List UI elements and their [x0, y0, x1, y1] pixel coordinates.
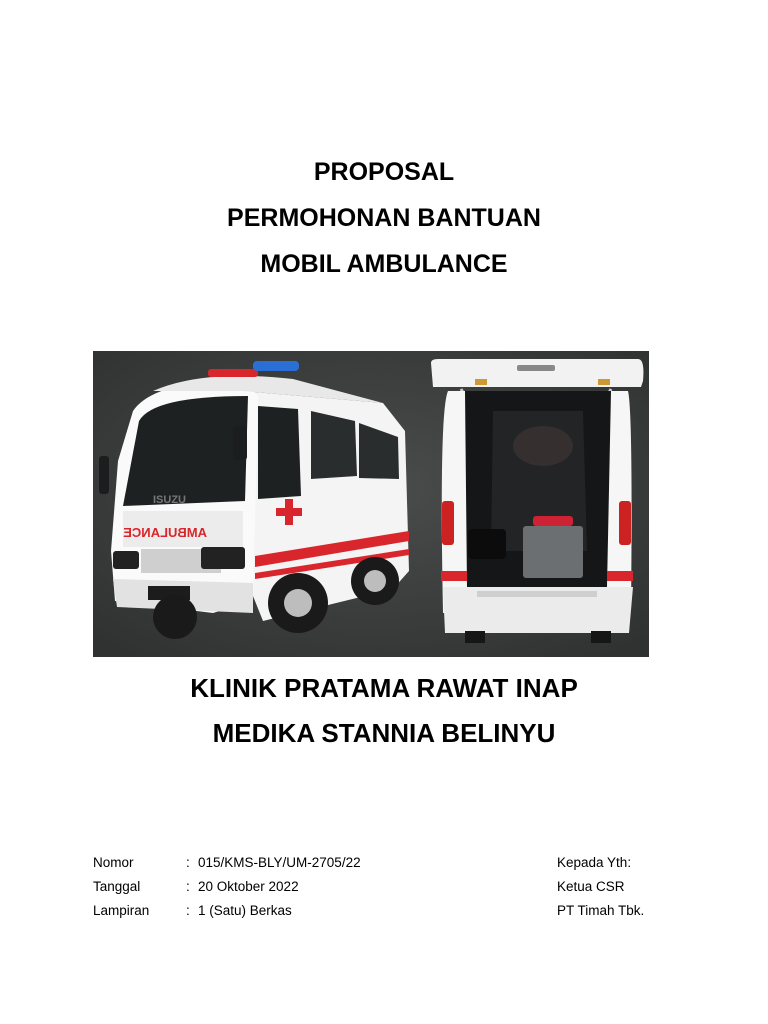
- detail-colon: :: [186, 903, 190, 918]
- ambulance-rear-view: [431, 359, 643, 643]
- detail-label: Lampiran: [93, 903, 150, 918]
- detail-row-lampiran: [93, 899, 361, 923]
- recipient-line-3: PT Timah Tbk.: [557, 903, 645, 918]
- ambulance-front-view: [99, 361, 409, 639]
- title-line-1: PROPOSAL: [313, 158, 455, 186]
- letter-details: [93, 851, 361, 923]
- vehicle-brand-text: ISUZU: [153, 494, 186, 506]
- title-line-3: MOBIL AMBULANCE: [260, 250, 508, 278]
- ambulance-illustration: [93, 351, 649, 657]
- detail-row-tanggal: [93, 875, 361, 899]
- detail-value: 20 Oktober 2022: [198, 879, 299, 894]
- recipient-line-1: Kepada Yth:: [557, 855, 632, 870]
- detail-label: Tanggal: [93, 879, 141, 894]
- title-line-2: PERMOHONAN BANTUAN: [227, 204, 541, 232]
- detail-value: 015/KMS-BLY/UM-2705/22: [198, 855, 361, 870]
- recipient-line-2: Ketua CSR: [557, 879, 625, 894]
- ambulance-reverse-text: AMBULANCE: [123, 525, 207, 540]
- ambulance-photo: [93, 351, 649, 657]
- recipient-block: [557, 851, 644, 923]
- proposal-title: [0, 152, 768, 290]
- organization-line-2: MEDIKA STANNIA BELINYU: [212, 718, 556, 748]
- detail-label: Nomor: [93, 855, 134, 870]
- organization-name: [0, 668, 768, 758]
- detail-colon: :: [186, 879, 190, 894]
- organization-line-1: KLINIK PRATAMA RAWAT INAP: [190, 673, 578, 703]
- detail-colon: :: [186, 855, 190, 870]
- detail-row-nomor: [93, 851, 361, 875]
- detail-value: 1 (Satu) Berkas: [198, 903, 292, 918]
